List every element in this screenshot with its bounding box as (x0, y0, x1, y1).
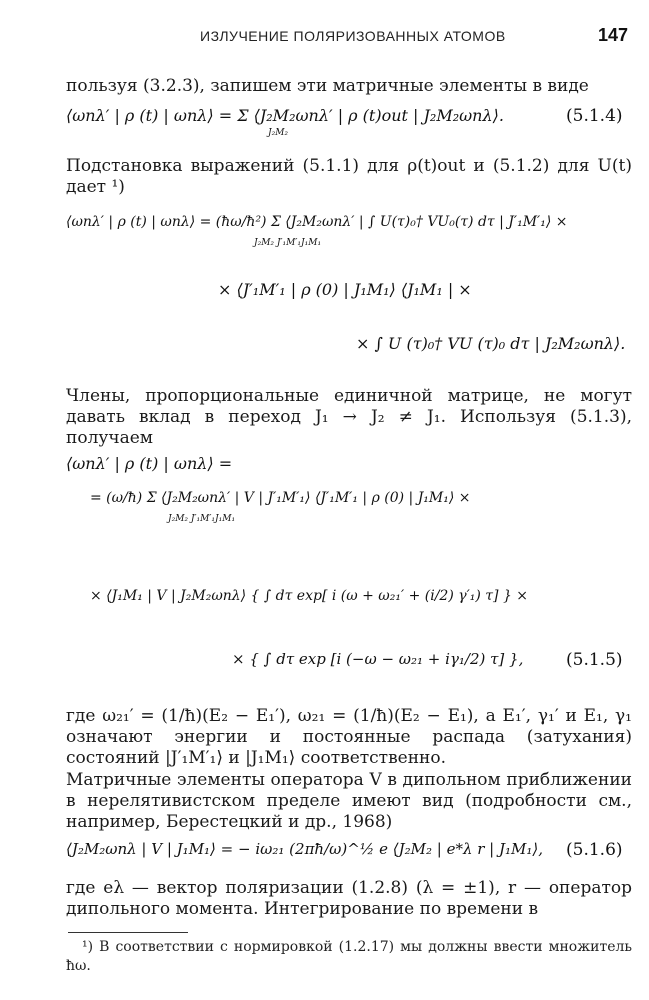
equation-b-line-3: × ⟨J₁M₁ | V | J₂M₂ωnλ⟩ { ∫ dτ exp[ i (ω + ω₂₁′ + (i/2) γ′₁) τ] } × (90, 588, 529, 604)
equation-label-5-1-5: (5.1.5) (566, 650, 623, 670)
equation-a-subscript: J₂M₂ J′₁M′₁J₁M₁ (254, 238, 322, 248)
equation-b-line-4: × { ∫ dτ exp [i (−ω − ω₂₁ + iγ₁/2) τ] }, (232, 650, 524, 668)
paragraph-4: где ω₂₁′ = (1/ħ)(E₂ − E₁′), ω₂₁ = (1/ħ)(E₂ − E₁), а E₁′, γ₁′ и E₁, γ₁ означают энергии и постоянные распада (затухания) состояний |J′₁M′₁⟩ и |J₁M₁⟩ соответственно. (66, 706, 632, 768)
paragraph-3: Члены, пропорциональные единичной матрице, не могут давать вклад в переход J₁ → J₂ ≠ J₁. Используя (5.1.3), получаем (66, 386, 632, 448)
paragraph-6: где eλ — вектор поляризации (1.2.8) (λ = ±1), r — оператор дипольного момента. Интегрирование по времени в (66, 878, 632, 919)
equation-a-line-2: × ⟨J′₁M′₁ | ρ (0) | J₁M₁⟩ ⟨J₁M₁ | × (218, 280, 472, 299)
footnote: ¹) В соответствии с нормировкой (1.2.17) мы должны ввести множитель ħω. (66, 939, 632, 974)
running-head: ИЗЛУЧЕНИЕ ПОЛЯРИЗОВАННЫХ АТОМОВ (200, 28, 506, 44)
equation-label-5-1-4: (5.1.4) (566, 106, 623, 126)
equation-b-line-2: = (ω/ħ) Σ ⟨J₂M₂ωnλ′ | V | J′₁M′₁⟩ ⟨J′₁M′₁ | ρ (0) | J₁M₁⟩ × (90, 490, 471, 506)
paragraph-1: пользуя (3.2.3), запишем эти матричные элементы в виде (66, 76, 589, 96)
page-number: 147 (598, 25, 629, 45)
footnote-rule (68, 932, 188, 933)
equation-label-5-1-6: (5.1.6) (566, 840, 623, 860)
equation-b-subscript: J₂M₂ J′₁M′₁J₁M₁ (168, 514, 236, 524)
equation-a-line-3: × ∫ U (τ)₀† VU (τ)₀ dτ | J₂M₂ωnλ⟩. (356, 334, 626, 353)
paragraph-2: Подстановка выражений (5.1.1) для ρ(t)out и (5.1.2) для U(t) дает ¹) (66, 156, 632, 197)
paragraph-5: Матричные элементы оператора V в дипольном приближении в нерелятивистском пределе имеют вид (подробности см., например, Берестецкий и др., 1968) (66, 770, 632, 832)
equation-5-1-6: ⟨J₂M₂ωnλ | V | J₁M₁⟩ = − iω₂₁ (2πħ/ω)^½ e ⟨J₂M₂ | e*λ r | J₁M₁⟩, (66, 840, 544, 858)
equation-5-1-4: ⟨ωnλ′ | ρ (t) | ωnλ⟩ = Σ ⟨J₂M₂ωnλ′ | ρ (t)out | J₂M₂ωnλ⟩. (66, 106, 504, 125)
equation-a-line-1: ⟨ωnλ′ | ρ (t) | ωnλ⟩ = (ħω/ħ²) Σ ⟨J₂M₂ωnλ′ | ∫ U(τ)₀† VU₀(τ) dτ | J′₁M′₁⟩ × (66, 214, 568, 230)
page-header (0, 25, 649, 50)
equation-b-line-1: ⟨ωnλ′ | ρ (t) | ωnλ⟩ = (66, 454, 233, 473)
equation-5-1-4-subscript: J₂M₂ (268, 128, 289, 138)
